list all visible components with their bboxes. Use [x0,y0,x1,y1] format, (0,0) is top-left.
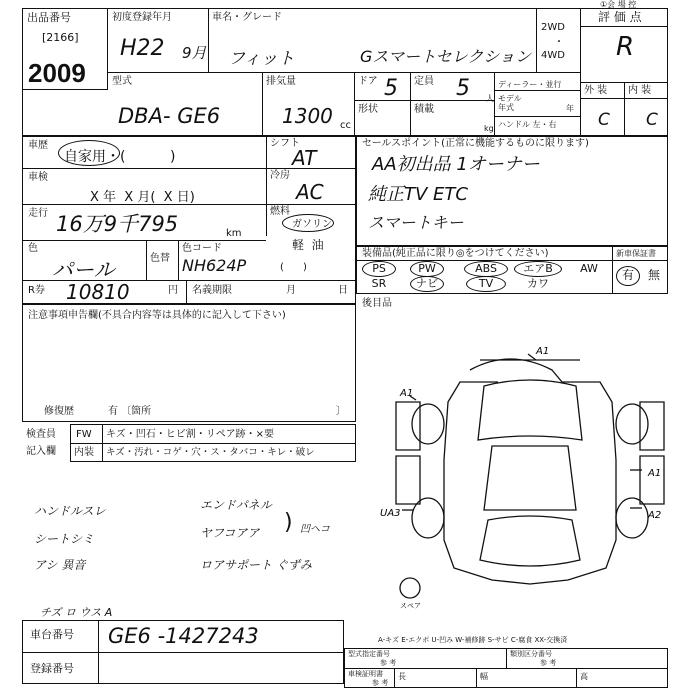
recycle-label: R券 [28,285,45,296]
history-label: 車歴 [28,140,48,151]
note-right-1: エンドパネル [200,498,272,512]
ac-label: 冷房 [270,170,290,181]
category-label: 類別区分番号 [510,650,552,658]
person-unit: 人 [486,94,494,103]
height-label: 高 [580,672,588,681]
fuel-value: ガソリン [292,219,332,230]
chassis-label: 車台番号 [30,628,74,641]
equip-navi-circle [410,276,444,292]
spare-label: スペア [400,602,421,610]
chassis-value: GE6 -1427243 [108,624,259,648]
cc-unit: cc [340,120,351,131]
note-left-2: シートシミ [34,532,95,546]
odo-value: 16万9千795 [56,212,179,236]
equip-aw: AW [580,262,598,275]
drive-4wd: 4WD [541,50,565,61]
sales-line-3: スマートキー [368,213,464,232]
model-code-label: 型式 [112,76,132,87]
ac-value: AC [296,180,324,204]
fuel-label: 燃料 [270,206,290,217]
grade: Gスマートセレクション [360,47,531,66]
fuel-alt: 軽 油 [292,238,324,252]
exterior-grade: C [598,110,610,130]
equip-pw: PW [418,262,436,275]
equip-tv: TV [478,277,494,290]
capacity-value: 5 [456,76,470,101]
exterior-label: 外 装 [584,85,608,96]
load-label: 積載 [414,104,434,115]
recycle-value: 10810 [66,280,130,304]
mark-ua3-left: UA3 [380,508,401,519]
notes-section [22,304,356,422]
fuel-paren: ( ) [280,262,307,273]
equip-sr: SR [371,277,387,290]
warranty-label: 新車保証書 [616,249,656,258]
first-reg-label: 初度登録年月 [112,12,172,23]
equip-tv-circle [466,276,506,292]
color-label: 色 [28,243,38,254]
shaken-label: 車検 [28,172,48,183]
sales-label: セールスポイント(正常に機能するものに限ります) [362,138,589,149]
inspector-label: 検査員 [26,429,56,440]
warranty-yes-circle [616,266,640,286]
copy-label: ①会 場 控 [600,0,637,9]
model-code: DBA- GE6 [118,104,221,128]
color-code-label: 色コード [182,243,222,254]
month-unit: 月 [286,285,296,296]
note-left-1: ハンドルスレ [34,504,106,518]
fuel-circle [282,214,334,232]
equip-airbag-circle [514,261,562,277]
color-change-label: 色替 [150,253,170,264]
equip-navi: ナビ [416,277,438,290]
yen-unit: 円 [168,285,178,296]
lot-label: 出品番号 [27,11,71,24]
km-unit: km [226,228,242,239]
first-reg-era: H22 [120,36,165,61]
damage-legend: A-キズ E-エクボ U-凹み W-補修跡 S-サビ C-腐食 XX-交換済 [378,636,568,644]
width-label: 幅 [480,672,488,681]
mark-a1-left: A1 [400,388,414,399]
equip-abs-circle [464,261,508,277]
score-label: 評 価 点 [598,10,642,24]
form-type-label: 型式指定番号 [348,650,390,658]
shift-value: AT [292,146,317,170]
dealer-label: ディーラー・並行 [498,80,562,89]
color-value: パール [52,258,115,282]
fw-label: FW [76,429,92,440]
rear-seat-label: 後目品 [362,298,392,309]
shape-label: 形状 [358,104,378,115]
model-name: フィット [228,49,295,69]
notes-label: 注意事項申告欄(不具合内容等は具体的に記入して下さい) [28,310,286,321]
recorder-label: 記入欄 [26,446,56,457]
cert-label: 車検証明書 [348,670,383,678]
car-diagram [380,340,680,610]
displacement: 1300 [282,104,333,128]
reg-label: 登録番号 [30,662,74,675]
sales-line-2: 純正TV ETC [368,184,468,205]
doors-value: 5 [384,76,398,101]
drive-2wd: 2WD [541,22,565,33]
score-value: R [616,32,635,62]
mark-a1-top: A1 [536,346,550,357]
naisou-items: キズ・汚れ・コゲ・穴・ス・タバコ・キレ・破レ [106,447,315,458]
length-label: 長 [398,672,406,681]
model-year-label: モデル年式 [498,94,522,112]
category-ref: 参 考 [540,659,557,667]
sales-line-1: AA初出品 1オーナー [372,154,540,175]
fw-items: キズ・凹石・ヒビ割・リペア跡・×要 [106,429,274,440]
note-right-3: ロアサポート ぐずみ [200,558,312,572]
day-unit: 日 [338,285,348,296]
form-type-ref: 参 考 [380,659,397,667]
note-left-3: アシ 異音 [34,558,86,572]
capacity-label: 定員 [414,76,434,87]
equip-abs: ABS [475,262,497,275]
equipment-label: 装備品(純正品に限り◎をつけてください) [362,248,549,259]
lot-year-big: 2009 [28,58,86,88]
repair-label: 修復歴 [44,406,74,417]
note-brace: ) [284,510,293,535]
handle-label: ハンドル 左・右 [498,120,557,129]
bottom-note: チズ ロ ウス A [40,606,113,619]
repair-value: 有 〔箇所 [108,406,152,417]
odo-label: 走行 [28,208,48,219]
history-value: 自家用・( ) [64,149,176,165]
displacement-label: 排気量 [266,76,296,87]
cert-ref: 参 考 [372,679,389,687]
warranty-yes: 有 [622,268,635,282]
equip-leather: カワ [527,277,549,290]
shaken-value: X 年 X 月( X 日) [90,190,195,205]
model-name-label: 車名・グレード [212,12,282,23]
color-code: NH624P [182,256,247,275]
mark-a1-right: A1 [648,468,662,479]
history-circle [58,140,120,166]
year-unit: 年 [566,104,574,113]
warranty-no: 無 [648,268,661,282]
repair-close: 〕 [336,406,346,417]
kg-unit: kg [484,124,494,133]
interior-grade: C [646,110,658,130]
equip-ps: PS [372,262,386,275]
first-reg-month: 9月 [182,44,207,62]
naisou-label: 内装 [74,447,94,458]
note-right-2: ヤフコアア [200,526,260,540]
doors-label: ドア [358,76,378,87]
equip-airbag: エアB [523,262,553,275]
equip-pw-circle [410,261,444,277]
lot-number: [2166] [42,31,79,44]
title-deadline-label: 名義期限 [192,285,232,296]
equip-ps-circle [362,261,396,277]
note-tag: 凹ヘコ [300,524,330,535]
shift-label: シフト [270,138,300,149]
mark-a2-right: A2 [648,510,662,521]
interior-label: 内 装 [628,85,652,96]
